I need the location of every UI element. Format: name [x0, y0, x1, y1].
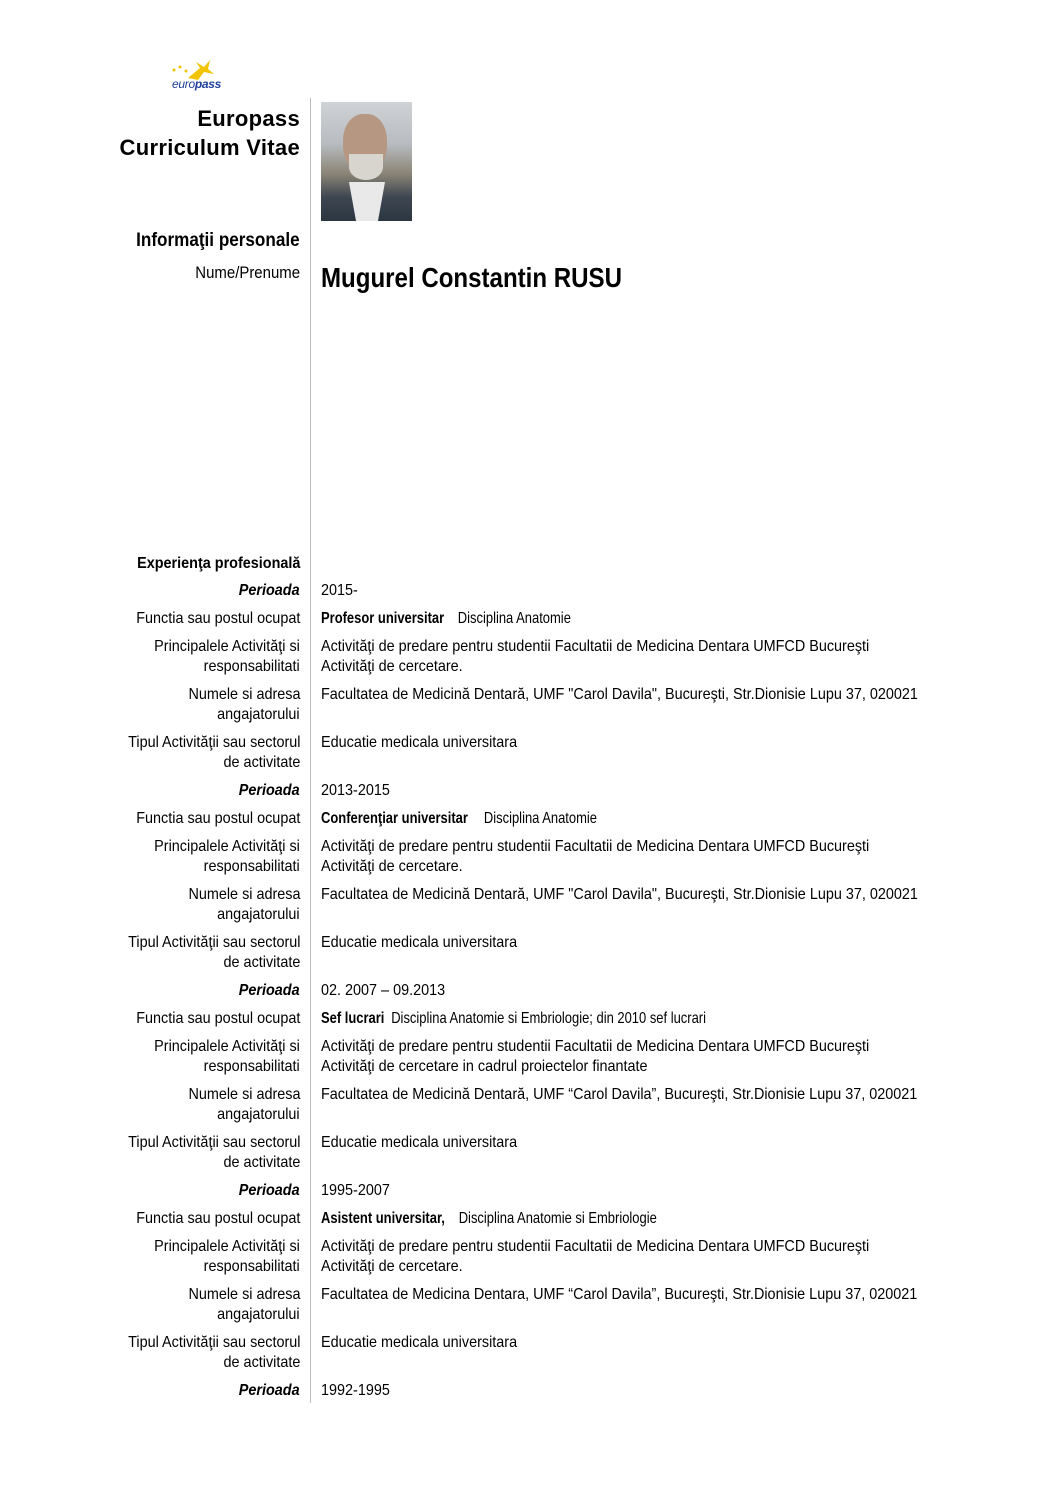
label-text: Functia sau postul ocupat: [135, 1010, 300, 1027]
value-text: Educatie medicala universitara: [321, 934, 518, 951]
label-text: Numele si adresa: [187, 886, 300, 903]
label-text: Tipul Activităţii sau sectorul: [127, 734, 300, 751]
position-row: [0, 609, 1058, 637]
label-text: Functia sau postul ocupat: [135, 810, 300, 827]
activities-row-value: [321, 637, 981, 685]
label-text: de activitate: [223, 954, 300, 971]
label-text: Principalele Activităţi si: [154, 638, 300, 655]
label-text: Perioada: [239, 582, 300, 599]
period-row-value: [321, 1181, 981, 1209]
value-text: Educatie medicala universitara: [321, 1134, 518, 1151]
value-text: Activităţi de predare pentru studentii Facultatii de Medicina Dentara UMFCD Bucureşti: [321, 638, 870, 655]
value-text: 1995-2007: [321, 1182, 390, 1199]
period-row-label: [0, 581, 300, 609]
position-row-label: [0, 609, 300, 637]
employer-row-label: [0, 1085, 300, 1133]
position-row: [0, 1009, 1058, 1037]
value-text: Disciplina Anatomie: [484, 810, 598, 827]
document-title: Europass Curriculum Vitae: [119, 106, 300, 160]
label-text: responsabilitati: [203, 858, 300, 875]
experience-list: [0, 581, 1058, 1409]
value-text: Disciplina Anatomie si Embriologie: [458, 1210, 657, 1227]
value-text: Disciplina Anatomie si Embriologie; din 2010 sef lucrari: [391, 1010, 707, 1027]
sector-row: [0, 733, 1058, 781]
sector-row-label: [0, 733, 300, 781]
profile-photo: [321, 102, 412, 221]
value-text: Activităţi de cercetare in cadrul proiectelor finantate: [321, 1058, 648, 1075]
value-text: 2013-2015: [321, 782, 390, 799]
sector-row-value: [321, 933, 981, 981]
label-text: Tipul Activităţii sau sectorul: [127, 1134, 300, 1151]
label-text: Tipul Activităţii sau sectorul: [127, 1334, 300, 1351]
period-row-value: [321, 781, 981, 809]
period-row: [0, 581, 1058, 609]
value-text: Facultatea de Medicină Dentară, UMF "Carol Davila", Bucureşti, Str.Dionisie Lupu 37, 020021: [321, 886, 918, 903]
value-text: Facultatea de Medicină Dentară, UMF “Carol Davila”, Bucureşti, Str.Dionisie Lupu 37, 020021: [321, 1086, 918, 1103]
position-row-value: [321, 1009, 981, 1037]
value-text: Conferenţiar universitar: [321, 810, 468, 827]
label-text: Numele si adresa: [187, 1286, 300, 1303]
label-text: responsabilitati: [203, 1258, 300, 1275]
sector-row-label: [0, 1333, 300, 1381]
experience-heading: Experienţa profesională: [136, 555, 300, 572]
employer-row: [0, 685, 1058, 733]
activities-row: [0, 1237, 1058, 1285]
value-text: Facultatea de Medicina Dentara, UMF “Carol Davila”, Bucureşti, Str.Dionisie Lupu 37, 020021: [321, 1286, 918, 1303]
period-row: [0, 981, 1058, 1009]
period-row-value: [321, 1381, 981, 1409]
label-text: responsabilitati: [203, 658, 300, 675]
label-text: angajatorului: [217, 1306, 300, 1323]
period-row-label: [0, 1181, 300, 1209]
employer-row-label: [0, 885, 300, 933]
period-row: [0, 1181, 1058, 1209]
activities-row-label: [0, 1237, 300, 1285]
label-text: de activitate: [223, 1154, 300, 1171]
label-text: Perioada: [239, 982, 300, 999]
employer-row-label: [0, 685, 300, 733]
employer-row: [0, 1085, 1058, 1133]
value-text: Facultatea de Medicină Dentară, UMF "Carol Davila", Bucureşti, Str.Dionisie Lupu 37, 020021: [321, 686, 918, 703]
activities-row-value: [321, 1237, 981, 1285]
label-text: angajatorului: [217, 906, 300, 923]
period-row: [0, 1381, 1058, 1409]
sector-row-label: [0, 1133, 300, 1181]
activities-row: [0, 1037, 1058, 1085]
period-row-value: [321, 581, 981, 609]
position-row-label: [0, 809, 300, 837]
employer-row: [0, 885, 1058, 933]
activities-row-label: [0, 1037, 300, 1085]
value-text: Activităţi de predare pentru studentii Facultatii de Medicina Dentara UMFCD Bucureşti: [321, 838, 870, 855]
label-text: Principalele Activităţi si: [154, 1038, 300, 1055]
label-text: Perioada: [239, 782, 300, 799]
label-text: Functia sau postul ocupat: [135, 610, 300, 627]
period-row-value: [321, 981, 981, 1009]
label-text: angajatorului: [217, 706, 300, 723]
value-text: 1992-1995: [321, 1382, 390, 1399]
label-text: de activitate: [223, 754, 300, 771]
position-row-value: [321, 809, 981, 837]
full-name: Mugurel Constantin RUSU: [321, 262, 622, 293]
label-text: Tipul Activităţii sau sectorul: [127, 934, 300, 951]
name-label: Nume/Prenume: [195, 263, 300, 282]
europass-logo: europass: [166, 58, 232, 94]
activities-row-value: [321, 1037, 981, 1085]
value-text: Educatie medicala universitara: [321, 1334, 518, 1351]
value-text: Activităţi de predare pentru studentii Facultatii de Medicina Dentara UMFCD Bucureşti: [321, 1238, 870, 1255]
employer-row-value: [321, 1285, 981, 1333]
label-text: Perioada: [239, 1182, 300, 1199]
personal-info-heading: Informaţii personale: [136, 230, 300, 251]
value-text: Activităţi de cercetare.: [321, 858, 463, 875]
value-text: Activităţi de cercetare.: [321, 1258, 463, 1275]
activities-row-value: [321, 837, 981, 885]
position-row-label: [0, 1009, 300, 1037]
position-row-label: [0, 1209, 300, 1237]
activities-row-label: [0, 637, 300, 685]
sector-row-label: [0, 933, 300, 981]
period-row-label: [0, 981, 300, 1009]
label-text: Numele si adresa: [187, 1086, 300, 1103]
activities-row-label: [0, 837, 300, 885]
activities-row: [0, 637, 1058, 685]
sector-row: [0, 1133, 1058, 1181]
sector-row-value: [321, 1133, 981, 1181]
employer-row: [0, 1285, 1058, 1333]
position-row-value: [321, 1209, 981, 1237]
sector-row-value: [321, 733, 981, 781]
employer-row-value: [321, 1085, 981, 1133]
position-row: [0, 1209, 1058, 1237]
value-text: Profesor universitar: [321, 610, 445, 627]
value-text: Disciplina Anatomie: [457, 610, 571, 627]
value-text: 2015-: [321, 582, 358, 599]
label-text: responsabilitati: [203, 1058, 300, 1075]
value-text: Activităţi de predare pentru studentii Facultatii de Medicina Dentara UMFCD Bucureşti: [321, 1038, 870, 1055]
employer-row-value: [321, 685, 981, 733]
sector-row: [0, 933, 1058, 981]
employer-row-value: [321, 885, 981, 933]
value-text: Educatie medicala universitara: [321, 734, 518, 751]
value-text: Asistent universitar,: [321, 1210, 445, 1227]
value-text: 02. 2007 – 09.2013: [321, 982, 446, 999]
period-row: [0, 781, 1058, 809]
position-row-value: [321, 609, 981, 637]
label-text: Principalele Activităţi si: [154, 838, 300, 855]
label-text: de activitate: [223, 1354, 300, 1371]
label-text: angajatorului: [217, 1106, 300, 1123]
sector-row-value: [321, 1333, 981, 1381]
sector-row: [0, 1333, 1058, 1381]
label-text: Numele si adresa: [187, 686, 300, 703]
period-row-label: [0, 781, 300, 809]
period-row-label: [0, 1381, 300, 1409]
employer-row-label: [0, 1285, 300, 1333]
activities-row: [0, 837, 1058, 885]
value-text: Sef lucrari: [321, 1010, 385, 1027]
value-text: Activităţi de cercetare.: [321, 658, 463, 675]
label-text: Principalele Activităţi si: [154, 1238, 300, 1255]
position-row: [0, 809, 1058, 837]
label-text: Functia sau postul ocupat: [135, 1210, 300, 1227]
label-text: Perioada: [239, 1382, 300, 1399]
